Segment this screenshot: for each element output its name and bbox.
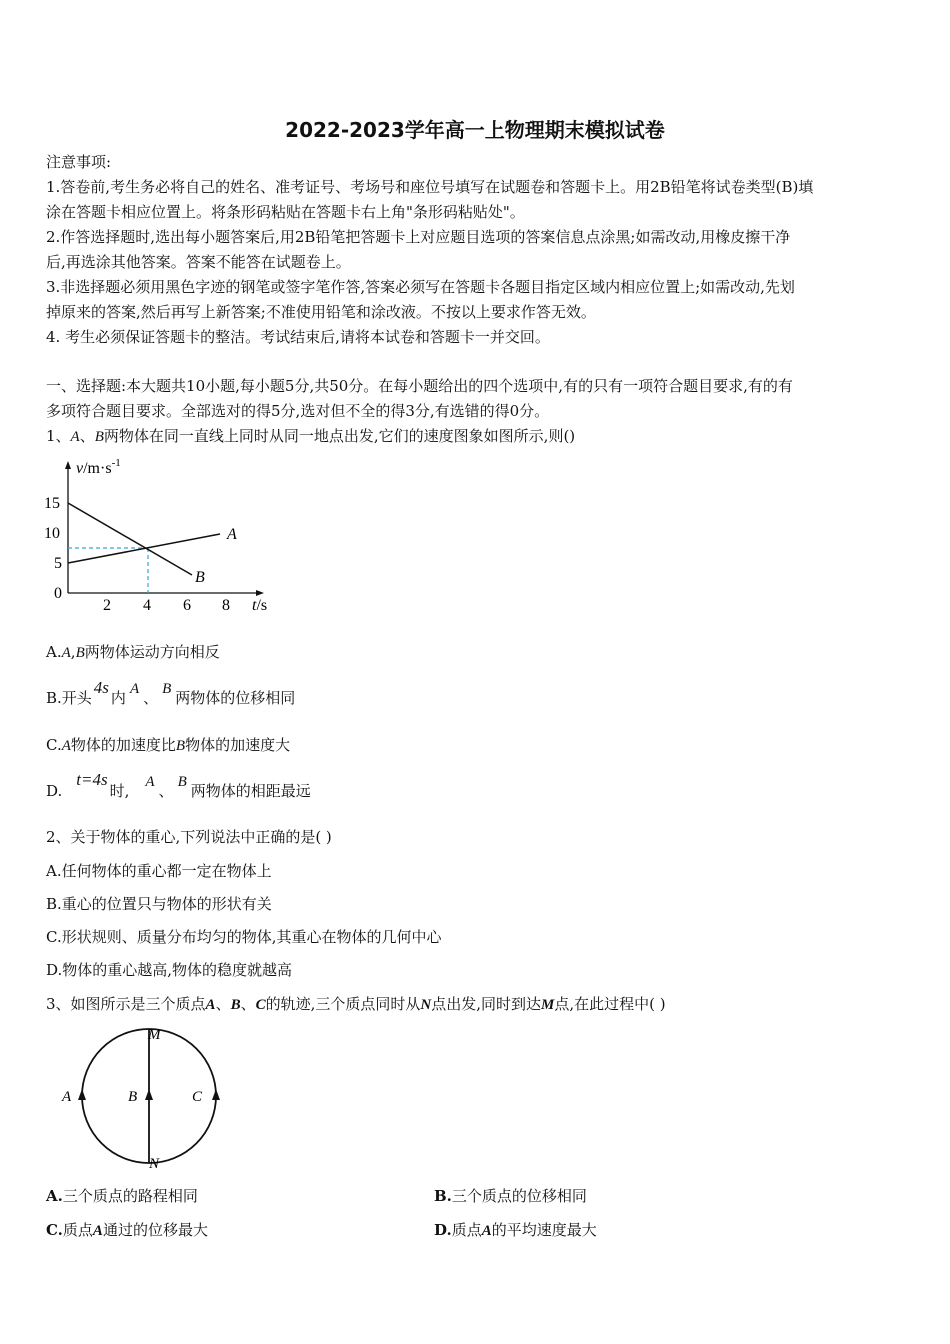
y-axis-label: $v/m\cdot s^{-1}$ (76, 457, 121, 477)
var-a: A (92, 1223, 103, 1239)
var-a: A (145, 774, 155, 790)
notice-line: 4. 考生必须保证答题卡的整洁。考试结束后,请将本试卷和答题卡一并交回。 (46, 328, 550, 346)
q3-option-b: B.三个质点的位移相同 (434, 1187, 587, 1205)
var-b: B (94, 429, 104, 445)
var-a: A (61, 738, 71, 754)
notice-line: 涂在答题卡相应位置上。将条形码粘贴在答题卡右上角"条形码粘贴处"。 (46, 203, 525, 221)
x-tick-label: 4 (143, 597, 151, 614)
q1-option-b (46, 678, 296, 709)
q3-option-c: C.质点A通过的位移最大 (46, 1221, 208, 1239)
separator: 、 (79, 427, 95, 445)
label-a: A (62, 1089, 72, 1105)
option-text: 两物体的位移相同 (175, 689, 296, 707)
var-a: A (61, 645, 71, 661)
y-tick-label: 10 (44, 525, 60, 542)
y-axis-arrow (65, 461, 71, 469)
option-letter: A. (46, 643, 62, 661)
time-equation: t=4s (76, 770, 108, 789)
arrow-c (212, 1089, 220, 1100)
option-text: 物体的加速度大 (185, 736, 291, 754)
section-heading: 一、选择题:本大题共10小题,每小题5分,共50分。在每小题给出的四个选项中,有的只有一项符合题目要求,有的有 (46, 377, 793, 395)
var-m: M (541, 997, 555, 1013)
option-text: 物体的加速度比 (70, 736, 176, 754)
var-a: A (481, 1223, 492, 1239)
q1-stem (46, 426, 575, 447)
label-n: N (149, 1156, 160, 1172)
notice-line: 3.非选择题必须用黑色字迹的钢笔或签字笔作答,答案必须写在答题卡各题目指定区域内相应位置上;如需改动,先划 (46, 278, 795, 296)
option-text: B.开头 (46, 689, 92, 707)
q2-option-c: C.形状规则、质量分布均匀的物体,其重心在物体的几何中心 (46, 928, 442, 946)
q3-stem: 3、如图所示是三个质点A、B、C的轨迹,三个质点同时从N点出发,同时到达M点,在此过程中( ) (46, 995, 666, 1013)
line-b-label: B (195, 569, 205, 586)
velocity-time-graph (40, 455, 280, 615)
option-text: 两物体的相距最远 (190, 782, 311, 800)
var-n: N (420, 997, 432, 1013)
q1-option-d (46, 770, 311, 802)
separator: 、 (158, 782, 174, 800)
var-b: B (75, 645, 85, 661)
label-m: M (148, 1027, 161, 1043)
option-text: 时, (109, 782, 130, 800)
q1-option-c (46, 735, 290, 756)
q3-option-d: D.质点A的平均速度最大 (434, 1221, 597, 1239)
option-text: 内 (110, 689, 126, 707)
q2-option-a: A.任何物体的重心都一定在物体上 (46, 862, 272, 880)
var-b: B (177, 774, 187, 790)
trajectory-figure (40, 1022, 220, 1174)
x-tick-label: 8 (222, 597, 230, 614)
x-axis-arrow (256, 590, 264, 596)
var-a: A (129, 681, 140, 697)
notice-line: 掉原来的答案,然后再写上新答案;不准使用铅笔和涂改液。不按以上要求作答无效。 (46, 303, 596, 321)
x-axis-label: t/s (252, 597, 268, 614)
option-letter: D. (46, 782, 63, 800)
q1-number: 1、 (46, 427, 71, 445)
arrow-b (145, 1089, 153, 1100)
y-tick-label: 0 (54, 585, 62, 602)
option-letter: C. (46, 736, 62, 754)
q2-stem: 2、关于物体的重心,下列说法中正确的是( ) (46, 828, 332, 846)
q3-option-a: A.三个质点的路程相同 (46, 1187, 198, 1205)
x-tick-label: 6 (183, 597, 191, 614)
q2-option-d: D.物体的重心越高,物体的稳度就越高 (46, 961, 293, 979)
line-b (68, 503, 192, 575)
var-b: B (230, 997, 241, 1013)
option-text: 两物体运动方向相反 (84, 643, 220, 661)
y-tick-label: 5 (54, 555, 62, 572)
q2-option-b: B.重心的位置只与物体的形状有关 (46, 895, 272, 913)
section-heading-cont: 多项符合题目要求。全部选对的得5分,选对但不全的得3分,有选错的得0分。 (46, 402, 550, 420)
var-b: B (162, 681, 172, 697)
q1-option-a (46, 642, 220, 663)
page-title: 2022-2023学年高一上物理期末模拟试卷 (285, 118, 665, 142)
x-tick-label: 2 (103, 597, 111, 614)
separator: 、 (143, 689, 159, 707)
line-a-label: A (227, 526, 237, 543)
notice-heading: 注意事项: (46, 153, 112, 171)
label-c: C (192, 1089, 203, 1105)
var-c: C (255, 997, 266, 1013)
option-separator: , (70, 643, 76, 661)
y-tick-label: 15 (44, 495, 60, 512)
var-b: B (175, 738, 186, 754)
notice-line: 后,再选涂其他答案。答案不能答在试题卷上。 (46, 253, 351, 271)
notice-line: 2.作答选择题时,选出每小题答案后,用2B铅笔把答题卡上对应题目选项的答案信息点涂黑;如需改动,用橡皮擦干净 (46, 228, 791, 246)
time-4s: 4s (93, 678, 109, 697)
label-b: B (128, 1089, 138, 1105)
var-a: A (205, 997, 216, 1013)
notice-line: 1.答卷前,考生务必将自己的姓名、准考证号、考场号和座位号填写在试题卷和答题卡上。用2B铅笔将试卷类型(B)填 (46, 178, 814, 196)
q1-stem-text: 两物体在同一直线上同时从同一地点出发,它们的速度图象如图所示,则() (103, 427, 576, 445)
arrow-a (78, 1089, 86, 1100)
var-a: A (70, 429, 80, 445)
